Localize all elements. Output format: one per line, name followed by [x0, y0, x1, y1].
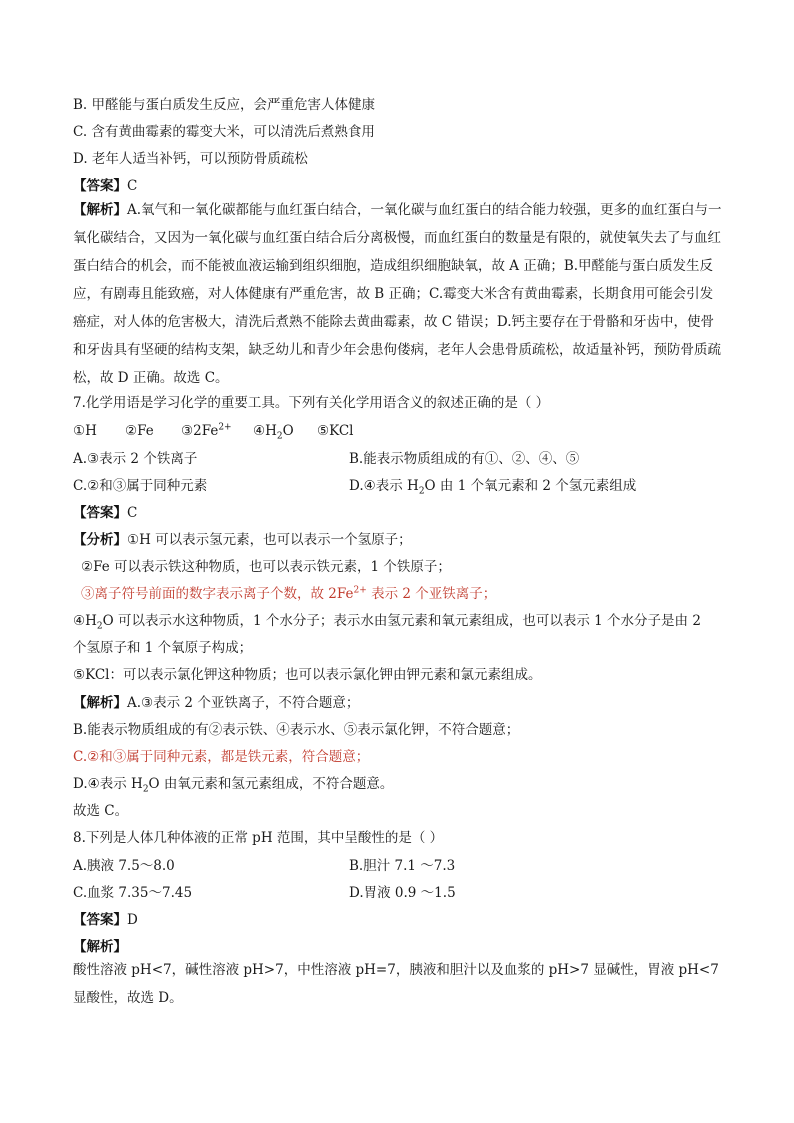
q7-fenxi-4b: 个氢原子和 1 个氧原子构成； [73, 640, 253, 656]
q8-option-a: A.胰液 7.5～8.0 [73, 858, 175, 874]
q8-stem: 8.下列是人体几种体液的正常 pH 范围，其中呈酸性的是（ ） [73, 830, 444, 846]
analysis-text: A.氧气和一氧化碳都能与血红蛋白结合，一氧化碳与血红蛋白的结合能力较强，更多的血红蛋白与一氧化碳结合，又因为一氧化碳与血红蛋白结合后分离极慢，而血红蛋白的数量是有限的，就使氧失去了与血红蛋白结合的机会，而不能被血液运输到组织细胞，造成组织细胞缺氧，故 A 正确；B.甲醛能与蛋白质发生反应，有剧毒且能致癌，对人体健康有严重危害，故 B 正确；C.霉变大米含有黄曲霉素，长期食用可能会引发癌症，对人体的危害极大，清洗后煮熟不能除去黄曲霉素，故 C 错误；D.钙主要存在于骨骼和牙齿中，使骨和牙齿具有坚硬的结构支架，缺乏幼儿和青少年会患佝偻病，老年人会患骨质疏松，故适量补钙，预防骨质疏松，故 D 正确。故选 C。 [73, 202, 722, 386]
analysis-tag: 【解析】 [73, 202, 127, 218]
q7-analysis-5: 故选 C。 [73, 803, 129, 819]
q7-fenxi-5: ⑤KCl：可以表示氯化钾这种物质；也可以表示氯化钾由钾元素和氯元素组成。 [73, 667, 542, 683]
symbol-4: $④H_2O$ [253, 423, 294, 442]
symbol-2: ②Fe [125, 423, 154, 439]
answer-tag: 【答案】 [73, 178, 127, 194]
q6-option-c: C. 含有黄曲霉素的霉变大米，可以清洗后煮熟食用 [73, 124, 375, 140]
q6-analysis [73, 196, 723, 392]
symbol-1: ①H [73, 423, 97, 439]
q7-option-a: A.③表示 2 个铁离子 [73, 451, 198, 467]
q7-option-d: D.④表示 $H_2O$ 由 1 个氧元素和 2 个氢元素组成 [349, 478, 637, 497]
fenxi-tag: 【分析】 [73, 532, 127, 548]
symbol-5: ⑤KCl [317, 423, 354, 439]
q8-option-b: B.胆汁 7.1 ～7.3 [349, 858, 456, 874]
q8-option-d: D.胃液 0.9 ～1.5 [349, 885, 456, 901]
q7-option-b: B.能表示物质组成的有①、②、④、⑤ [349, 451, 580, 467]
q7-analysis-2: B.能表示物质组成的有②表示铁、④表示水、⑤表示氯化钾，不符合题意； [73, 722, 520, 738]
q8-analysis-tag: 【解析】 [73, 939, 127, 955]
q7-analysis-1: 【解析】A.③表示 2 个亚铁离子，不符合题意； [73, 695, 360, 711]
q7-answer: 【答案】C [73, 505, 138, 521]
q7-analysis-4: D.④表示 $H_2O$ 由氧元素和氢元素组成，不符合题意。 [73, 776, 394, 795]
q8-answer: 【答案】D [73, 912, 138, 928]
q7-stem: 7.化学用语是学习化学的重要工具。下列有关化学用语含义的叙述正确的是（ ） [73, 395, 550, 411]
q6-answer [73, 177, 723, 195]
q7-fenxi-4: $④H_2O$ 可以表示水这种物质，1 个水分子；表示水由氢元素和氧元素组成，也可以表示 1 个水分子是由 2 [73, 613, 701, 632]
symbol-3: $③2Fe^{2+}$ [181, 422, 232, 439]
q6-option-b: B. 甲醛能与蛋白质发生反应，会严重危害人体健康 [73, 97, 376, 113]
q8-analysis-text: 酸性溶液 pH<7，碱性溶液 pH>7，中性溶液 pH=7，胰液和胆汁以及血浆的 pH>7 显碱性，胃液 pH<7 显酸性，故选 D。 [73, 962, 719, 1006]
q7-analysis-3: C.②和③属于同种元素，都是铁元素，符合题意； [73, 749, 370, 765]
q7-fenxi-2: ②Fe 可以表示铁这种物质，也可以表示铁元素，1 个铁原子； [81, 559, 451, 575]
q6-option-d: D. 老年人适当补钙，可以预防骨质疏松 [73, 151, 308, 167]
answer-value: C [127, 178, 138, 194]
q7-fenxi-1: 【分析】①H 可以表示氢元素，也可以表示一个氢原子； [73, 532, 412, 548]
q8-option-c: C.血浆 7.35～7.45 [73, 885, 193, 901]
q7-option-c: C.②和③属于同种元素 [73, 478, 208, 494]
q7-fenxi-3: ③离子符号前面的数字表示离子个数，故 $2Fe^{2+}$ 表示 2 个亚铁离子； [81, 585, 497, 602]
